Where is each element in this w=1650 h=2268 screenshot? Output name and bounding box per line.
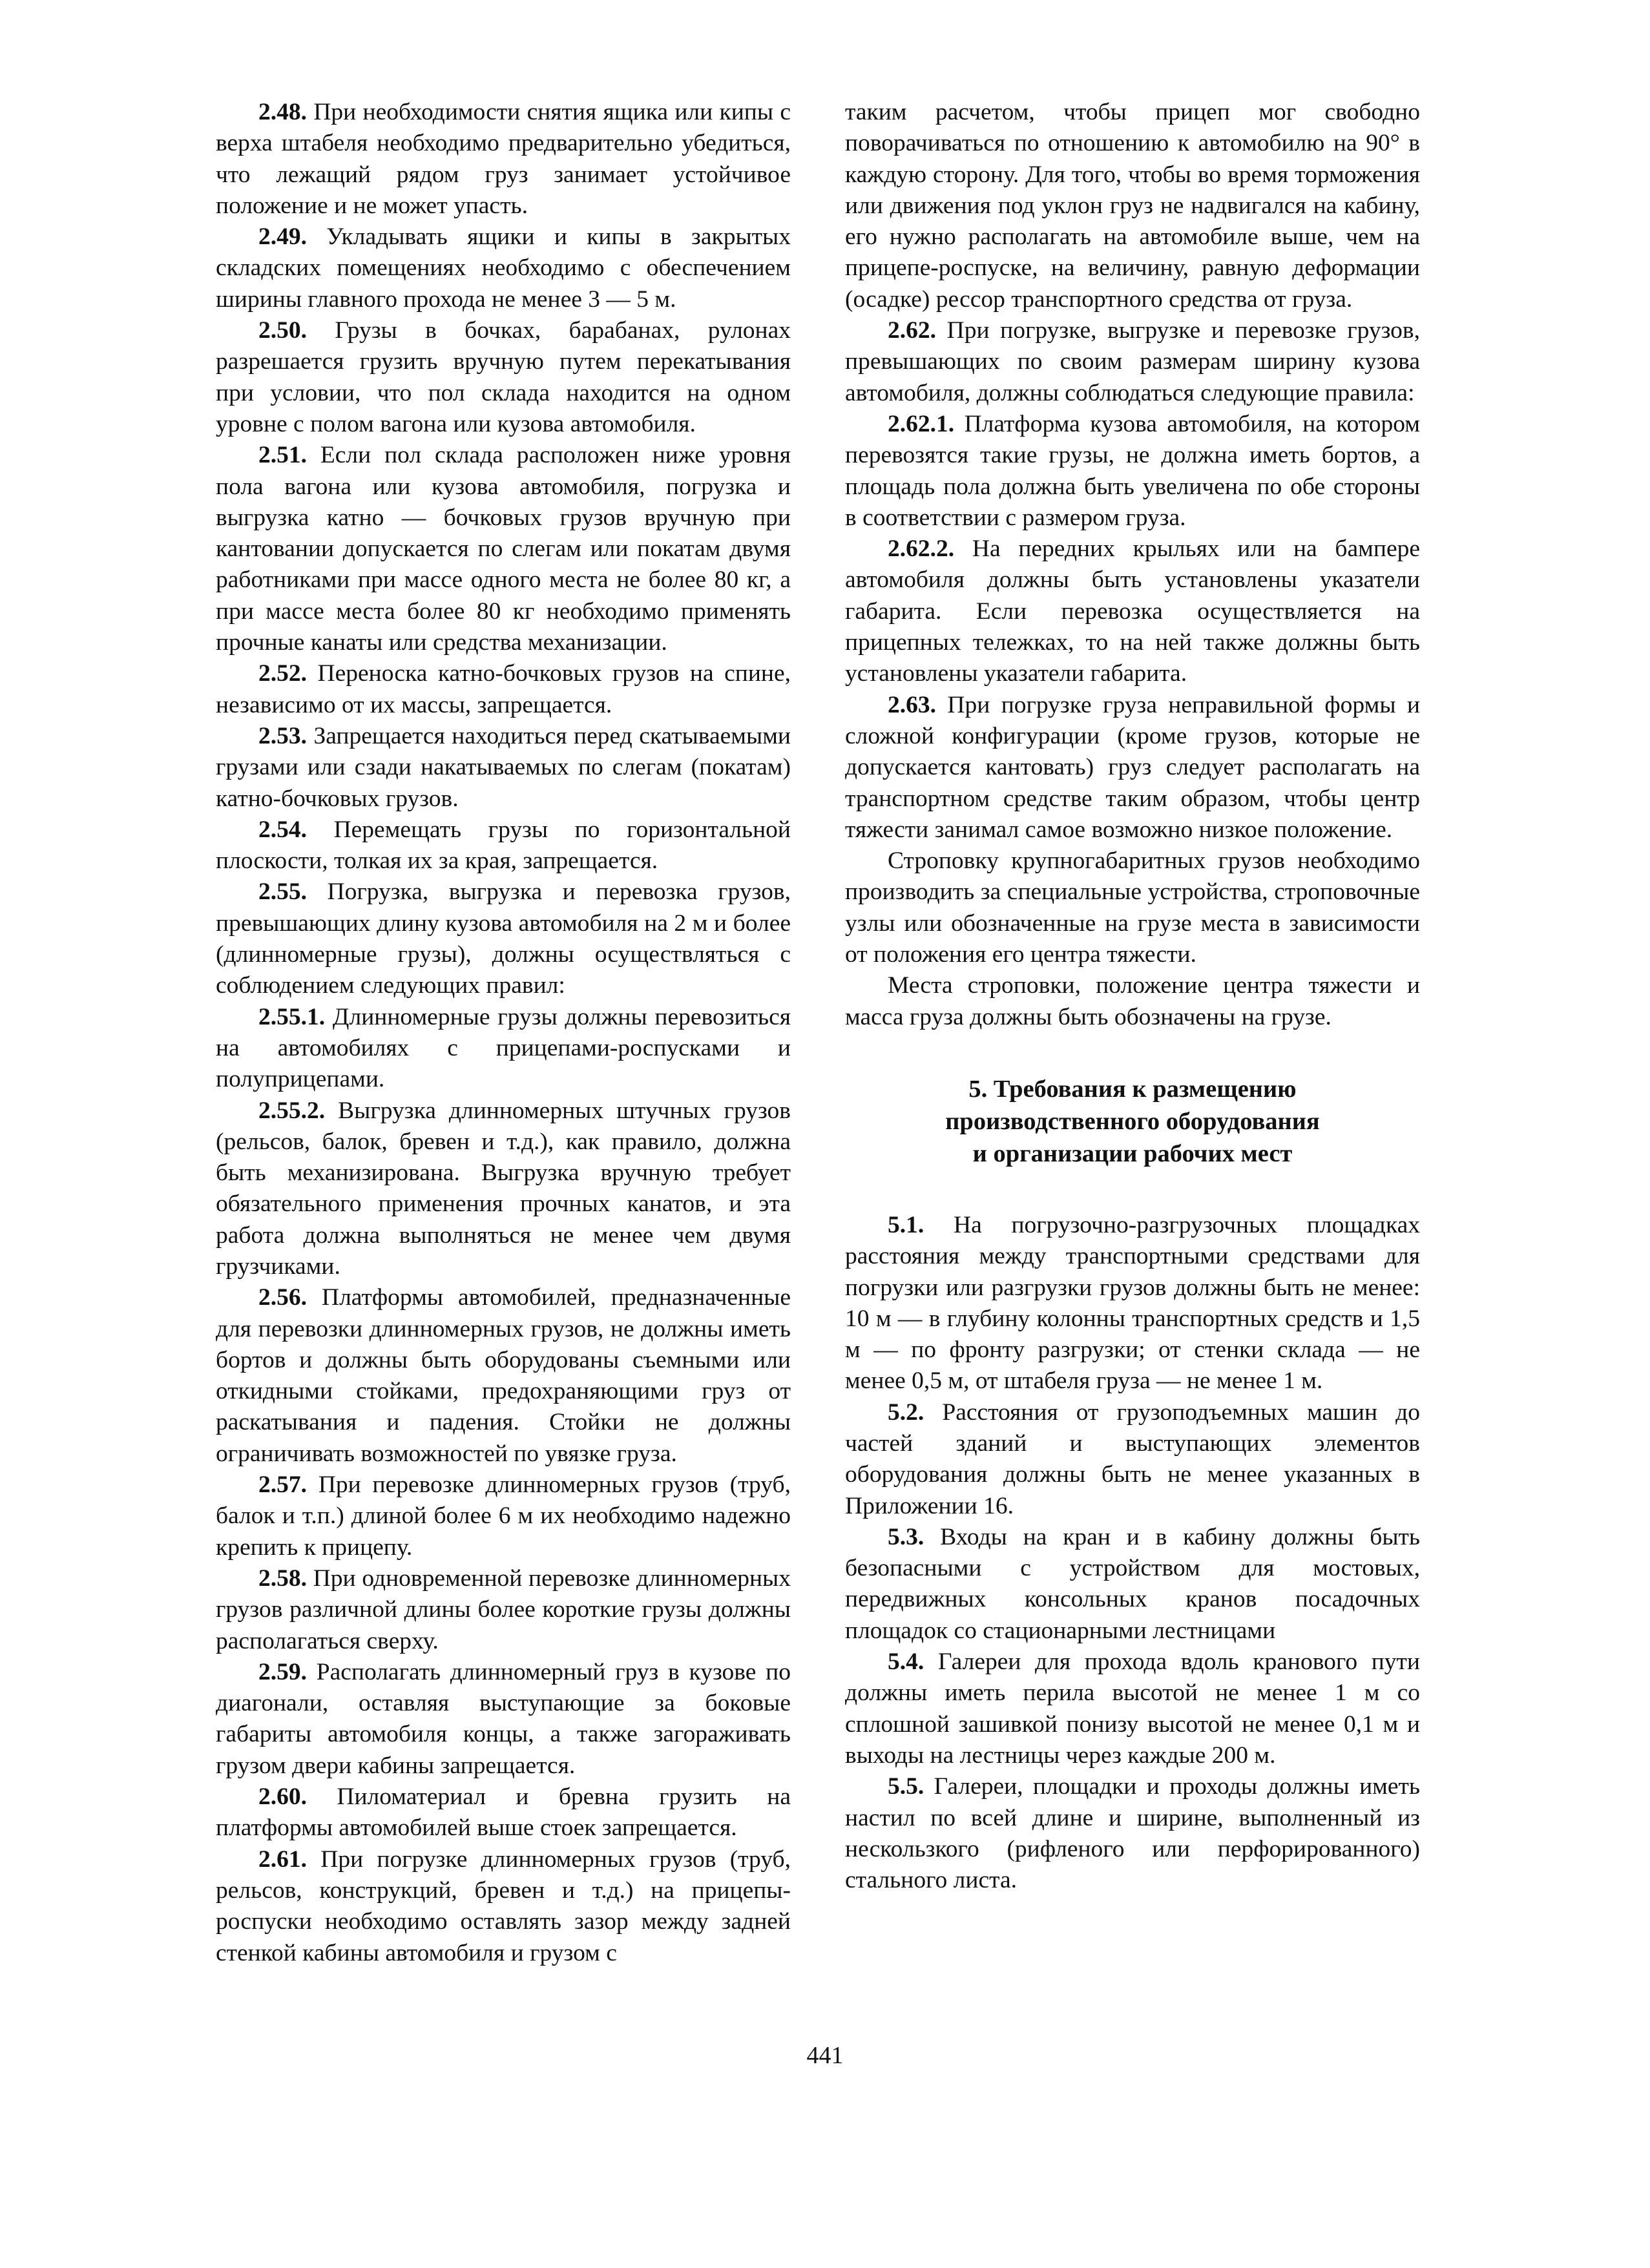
clause-number: 2.54. — [258, 816, 307, 843]
clause-text: Пиломатериал и бревна грузить на платформы автомобилей выше стоек запрещается. — [216, 1784, 791, 1842]
clause-text: При погрузке длинномерных грузов (труб, рельсов, конструкций, бревен и т.д.) на прицепы-роспуски необходимо оставлять зазор между задней стенкой кабины автомобиля и грузом с — [216, 1846, 791, 1966]
clause-number: 2.55.1. — [258, 1003, 326, 1030]
paragraph — [845, 534, 1420, 689]
paragraph — [845, 690, 1420, 846]
clause-number: 5.3. — [888, 1523, 924, 1550]
paragraph — [845, 409, 1420, 534]
paragraph — [845, 1397, 1420, 1522]
clause-number: 2.50. — [258, 317, 307, 344]
paragraph — [845, 846, 1420, 970]
clause-number: 2.62. — [888, 317, 936, 344]
left-column — [216, 97, 791, 1969]
paragraph — [216, 440, 791, 658]
clause-number: 5.4. — [888, 1649, 924, 1676]
clause-text: При перевозке длинномерных грузов (труб, балок и т.п.) длиной более 6 м их необходимо надежно крепить к прицепу. — [216, 1472, 791, 1561]
paragraph — [216, 815, 791, 877]
paragraph — [845, 1771, 1420, 1896]
clause-text: При одновременной перевозке длинномерных грузов различной длины более короткие грузы должны располагаться сверху. — [216, 1565, 791, 1654]
clause-text: Галереи для прохода вдоль кранового пути должны иметь перила высотой не менее 1 м со сплошной зашивкой понизу высотой не менее 0,1 м и выходы на лестницы через каждые 200 м. — [845, 1649, 1420, 1769]
paragraph — [216, 1282, 791, 1470]
clause-text: Галереи, площадки и проходы должны иметь настил по всей длине и ширине, выполненный из нескользкого (рифленого или перфорированного) стального листа. — [845, 1773, 1420, 1894]
clause-number: 2.48. — [258, 99, 307, 125]
paragraph — [216, 1096, 791, 1283]
clause-text: При погрузке груза неправильной формы и сложной конфигурации (кроме грузов, которые не допускается кантовать) груз следует располагать на транспортном средстве таким образом, чтобы центр тяжести занимал самое возможно низкое положение. — [845, 691, 1420, 843]
paragraph — [845, 970, 1420, 1033]
clause-number: 2.55.2. — [258, 1097, 326, 1124]
clause-text: На погрузочно-разгрузочных площадках расстояния между транспортными средствами для погрузки или разгрузки грузов должны быть не менее: 10 м — в глубину колонны транспортных средств и 1,5 м — по фронту разгрузки; от стенки склада — не менее 0,5 м, от штабеля груза — не менее 1 м. — [845, 1211, 1420, 1395]
clause-number: 2.51. — [258, 442, 307, 469]
clause-number: 2.49. — [258, 224, 307, 251]
paragraph — [216, 658, 791, 721]
section-heading: 5. Требования к размещению производственного оборудования и организации рабочих мест — [945, 1075, 1320, 1167]
right-column — [845, 97, 1420, 1896]
clause-number: 2.55. — [258, 879, 307, 906]
paragraph — [845, 1647, 1420, 1771]
paragraph — [216, 1657, 791, 1782]
clause-text: Расстояния от грузоподъемных машин до частей зданий и выступающих элементов оборудования должны быть не менее указанных в Приложении 16. — [845, 1399, 1420, 1519]
clause-text: Укладывать ящики и кипы в закрытых складских помещениях необходимо с обеспечением ширины главного прохода не менее 3 — 5 м. — [216, 224, 791, 313]
paragraph — [216, 1002, 791, 1096]
clause-number: 2.53. — [258, 722, 307, 749]
clause-text: Выгрузка длинномерных штучных грузов (рельсов, балок, бревен и т.д.), как правило, должна быть механизирована. Выгрузка вручную требует обязательного применения прочных канатов, и эта работа должна выполняться не менее чем двумя грузчиками. — [216, 1097, 791, 1280]
clause-number: 2.62.2. — [888, 536, 955, 563]
paragraph — [845, 1522, 1420, 1647]
paragraph — [845, 315, 1420, 409]
clause-number: 2.57. — [258, 1472, 307, 1499]
clause-number: 2.63. — [888, 691, 936, 718]
paragraph — [216, 315, 791, 440]
clause-text: Переноска катно-бочковых грузов на спине, независимо от их массы, запрещается. — [216, 660, 791, 718]
clause-text: Погрузка, выгрузка и перевозка грузов, превышающих длину кузова автомобиля на 2 м и более (длинномерные грузы), должны осуществляться с соблюдением следующих правил: — [216, 879, 791, 999]
paragraph — [216, 1782, 791, 1844]
clause-text: Располагать длинномерный груз в кузове по диагонали, оставляя выступающие за боковые габариты автомобиля концы, а также загораживать грузом двери кабины запрещается. — [216, 1658, 791, 1779]
clause-text: таким расчетом, чтобы прицеп мог свободно поворачиваться по отношению к автомобилю на 90° в каждую сторону. Для того, чтобы во время торможения или движения под уклон груз не надвигался на кабину, его нужно располагать на автомобиле выше, чем на прицепе-роспуске, на величину, равную деформации (осадке) рессор транспортного средства от груза. — [845, 99, 1420, 313]
clause-number: 2.59. — [258, 1658, 307, 1685]
clause-text: На передних крыльях или на бампере автомобиля должны быть установлены указатели габарита. Если перевозка осуществляется на прицепных тележках, то на ней также должны быть установлены указатели габарита. — [845, 536, 1420, 687]
paragraph — [216, 721, 791, 815]
paragraph — [216, 877, 791, 1001]
clause-text: Платформа кузова автомобиля, на котором перевозятся такие грузы, не должна иметь бортов, а площадь пола должна быть увеличена по обе стороны в соответствии с размером груза. — [845, 410, 1420, 531]
clause-text: Места строповки, положение центра тяжести и масса груза должны быть обозначены на грузе. — [845, 972, 1420, 1030]
clause-number: 2.58. — [258, 1565, 307, 1592]
clause-text: Грузы в бочках, барабанах, рулонах разрешается грузить вручную путем перекатывания при условии, что пол склада находится на одном уровне с полом вагона или кузова автомобиля. — [216, 317, 791, 437]
clause-text: Если пол склада расположен ниже уровня пола вагона или кузова автомобиля, погрузка и выгрузка катно — бочковых грузов вручную при кантовании допускается по слегам или покатам двумя работниками при массе одного места не более 80 кг, а при массе места более 80 кг необходимо применять прочные канаты или средства механизации. — [216, 442, 791, 656]
clause-text: При погрузке, выгрузке и перевозке грузов, превышающих по своим размерам ширину кузова автомобиля, должны соблюдаться следующие правила: — [845, 317, 1420, 406]
paragraph — [216, 1470, 791, 1563]
clause-number: 5.1. — [888, 1211, 924, 1238]
clause-text: Длинномерные грузы должны перевозиться на автомобилях с прицепами-роспусками и полуприцепами. — [216, 1003, 791, 1093]
paragraph — [216, 1563, 791, 1657]
clause-text: Запрещается находиться перед скатываемыми грузами или сзади накатываемых по слегам (покатам) катно-бочковых грузов. — [216, 722, 791, 812]
clause-number: 5.5. — [888, 1773, 924, 1800]
paragraph — [845, 1210, 1420, 1397]
clause-text: Входы на кран и в кабину должны быть безопасными с устройством для мостовых, передвижных консольных кранов посадочных площадок со стационарными лестницами — [845, 1523, 1421, 1644]
clause-number: 2.60. — [258, 1784, 307, 1811]
paragraph — [216, 97, 791, 222]
clause-number: 2.52. — [258, 660, 307, 687]
clause-number: 5.2. — [888, 1399, 924, 1426]
clause-text: Перемещать грузы по горизонтальной плоскости, толкая их за края, запрещается. — [216, 816, 791, 875]
clause-number: 2.61. — [258, 1846, 307, 1873]
paragraph — [216, 1844, 791, 1969]
clause-number: 2.62.1. — [888, 410, 955, 437]
clause-number: 2.56. — [258, 1284, 307, 1311]
clause-text: Строповку крупногабаритных грузов необходимо производить за специальные устройства, строповочные узлы или обозначенные на грузе места в зависимости от положения его центра тяжести. — [845, 848, 1420, 968]
paragraph — [216, 222, 791, 315]
clause-text: Платформы автомобилей, предназначенные для перевозки длинномерных грузов, не должны иметь бортов и должны быть оборудованы съемными или откидными стойками, предохраняющими груз от раскатывания и падения. Стойки не должны ограничивать возможностей по увязке груза. — [216, 1284, 791, 1467]
clause-text: При необходимости снятия ящика или кипы с верха штабеля необходимо предварительно убедиться, что лежащий рядом груз занимает устойчивое положение и не может упасть. — [216, 99, 791, 219]
page-number: 441 — [806, 2042, 844, 2069]
paragraph-continuation — [845, 97, 1420, 315]
